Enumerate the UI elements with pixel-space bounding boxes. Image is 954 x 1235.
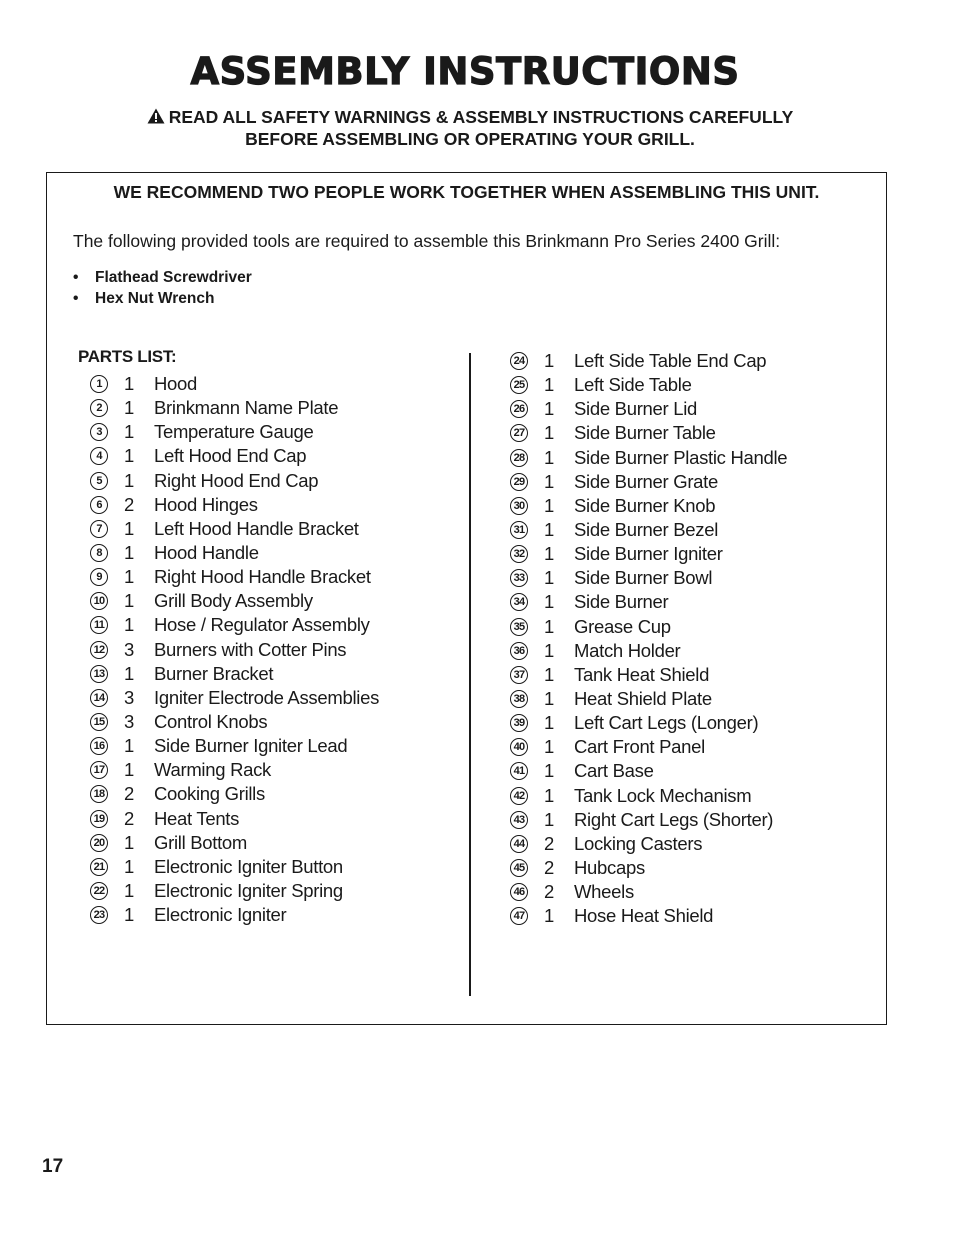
part-quantity: 2: [124, 807, 134, 829]
part-quantity: 1: [124, 397, 134, 419]
part-number-badge: 1: [90, 375, 108, 393]
parts-list-item: [510, 687, 787, 711]
part-quantity: 1: [124, 542, 134, 564]
part-quantity: 2: [544, 832, 554, 854]
part-name: Hose Heat Shield: [574, 905, 714, 927]
parts-list-item: [90, 372, 379, 396]
part-name: Heat Tents: [154, 807, 240, 829]
part-name: Igniter Electrode Assemblies: [154, 686, 380, 708]
parts-list-item: [510, 542, 787, 566]
part-number-badge: 15: [90, 713, 108, 731]
parts-list-item: [90, 710, 379, 734]
parts-list-item: [90, 734, 379, 758]
part-quantity: 1: [124, 735, 134, 757]
part-name: Electronic Igniter Button: [154, 855, 343, 877]
tools-list: [73, 267, 252, 309]
part-number-badge: 9: [90, 568, 108, 586]
part-name: Right Hood Handle Bracket: [154, 566, 371, 588]
part-name: Side Burner Lid: [574, 398, 698, 420]
part-name: Left Side Table: [574, 374, 692, 396]
part-number-badge: 20: [90, 834, 108, 852]
part-quantity: 1: [124, 831, 134, 853]
part-name: Cooking Grills: [154, 783, 265, 805]
parts-list-item: [510, 373, 787, 397]
part-number-badge: 17: [90, 761, 108, 779]
parts-list-item: [90, 638, 379, 662]
part-number-badge: 33: [510, 569, 528, 587]
parts-list-item: [90, 613, 379, 637]
parts-list-item: [510, 832, 787, 856]
parts-list-item: [90, 782, 379, 806]
part-quantity: 1: [544, 567, 554, 589]
parts-list-item: [510, 566, 787, 590]
part-quantity: 1: [124, 855, 134, 877]
part-name: Grill Body Assembly: [154, 590, 313, 612]
part-quantity: 1: [544, 784, 554, 806]
warning-line-2: BEFORE ASSEMBLING OR OPERATING YOUR GRILL.: [245, 129, 695, 149]
parts-list-item: [510, 615, 787, 639]
parts-list-item: [90, 855, 379, 879]
part-quantity: 1: [124, 880, 134, 902]
part-number-badge: 37: [510, 666, 528, 684]
part-name: Hose / Regulator Assembly: [154, 614, 370, 636]
safety-warning: [0, 106, 940, 150]
warning-line-1: READ ALL SAFETY WARNINGS & ASSEMBLY INSTRUCTIONS CAREFULLY: [168, 107, 794, 127]
part-number-badge: 5: [90, 472, 108, 490]
part-name: Brinkmann Name Plate: [154, 397, 339, 419]
part-name: Locking Casters: [574, 832, 703, 854]
part-quantity: 1: [124, 421, 134, 443]
part-quantity: 1: [544, 446, 554, 468]
part-name: Left Hood Handle Bracket: [154, 517, 359, 539]
parts-list-item: [510, 349, 787, 373]
part-name: Match Holder: [574, 639, 681, 661]
parts-list-item: [90, 420, 379, 444]
parts-list-item: [90, 879, 379, 903]
parts-list-item: [510, 518, 787, 542]
part-quantity: 1: [544, 712, 554, 734]
part-quantity: 1: [544, 543, 554, 565]
part-name: Side Burner: [574, 591, 669, 613]
part-name: Hood: [154, 373, 198, 395]
part-number-badge: 32: [510, 545, 528, 563]
part-number-badge: 19: [90, 810, 108, 828]
parts-list-item: [510, 808, 787, 832]
parts-list-item: [90, 565, 379, 589]
parts-list-item: [510, 421, 787, 445]
part-quantity: 1: [544, 519, 554, 541]
part-name: Side Burner Knob: [574, 494, 716, 516]
part-number-badge: 13: [90, 665, 108, 683]
part-quantity: 1: [124, 662, 134, 684]
tool-item: • Flathead Screwdriver: [73, 269, 252, 286]
part-number-badge: 22: [90, 882, 108, 900]
parts-list-item: [510, 397, 787, 421]
part-number-badge: 41: [510, 762, 528, 780]
part-number-badge: 29: [510, 473, 528, 491]
parts-list-item: [510, 639, 787, 663]
part-number-badge: 16: [90, 737, 108, 755]
parts-list-item: [510, 446, 787, 470]
part-number-badge: 26: [510, 400, 528, 418]
recommendation-text: WE RECOMMEND TWO PEOPLE WORK TOGETHER WHEN ASSEMBLING THIS UNIT.: [113, 182, 820, 202]
part-number-badge: 46: [510, 883, 528, 901]
part-quantity: 1: [544, 374, 554, 396]
part-quantity: 1: [124, 759, 134, 781]
part-quantity: 1: [544, 760, 554, 782]
part-name: Temperature Gauge: [154, 421, 314, 443]
part-quantity: 1: [544, 688, 554, 710]
part-quantity: 2: [124, 783, 134, 805]
part-quantity: 1: [544, 494, 554, 516]
part-name: Left Cart Legs (Longer): [574, 712, 759, 734]
part-number-badge: 2: [90, 399, 108, 417]
part-number-badge: 43: [510, 811, 528, 829]
part-number-badge: 18: [90, 785, 108, 803]
part-quantity: 3: [124, 711, 134, 733]
part-quantity: 3: [124, 686, 134, 708]
part-name: Wheels: [574, 881, 634, 903]
part-number-badge: 47: [510, 907, 528, 925]
part-quantity: 1: [544, 398, 554, 420]
part-number-badge: 34: [510, 593, 528, 611]
part-name: Grill Bottom: [154, 831, 248, 853]
part-name: Tank Heat Shield: [574, 663, 710, 685]
parts-list-item: [510, 470, 787, 494]
part-quantity: 1: [544, 615, 554, 637]
parts-list-item: [90, 903, 379, 927]
parts-list-item: [90, 396, 379, 420]
part-quantity: 3: [124, 638, 134, 660]
part-name: Right Cart Legs (Shorter): [574, 808, 774, 830]
part-name: Hubcaps: [574, 857, 645, 879]
part-name: Side Burner Igniter: [574, 543, 723, 565]
part-name: Left Hood End Cap: [154, 445, 307, 467]
part-quantity: 1: [124, 445, 134, 467]
parts-list-item: [510, 880, 787, 904]
part-quantity: 1: [544, 808, 554, 830]
part-name: Control Knobs: [154, 711, 268, 733]
part-name: Side Burner Igniter Lead: [154, 735, 348, 757]
parts-list-item: [90, 517, 379, 541]
part-quantity: 1: [124, 566, 134, 588]
part-number-badge: 6: [90, 496, 108, 514]
parts-list-item: [510, 759, 787, 783]
part-quantity: 2: [124, 493, 134, 515]
part-name: Cart Base: [574, 760, 654, 782]
parts-list-item: [90, 541, 379, 565]
part-number-badge: 4: [90, 447, 108, 465]
column-divider: [469, 353, 471, 996]
part-number-badge: 38: [510, 690, 528, 708]
part-quantity: 2: [544, 881, 554, 903]
tool-item: • Hex Nut Wrench: [73, 290, 215, 307]
page-number: 17: [42, 1156, 64, 1177]
part-name: Side Burner Bowl: [574, 567, 713, 589]
parts-list-right: [510, 349, 787, 928]
part-name: Hood Hinges: [154, 493, 258, 515]
parts-list-item: [90, 444, 379, 468]
parts-list-item: [510, 856, 787, 880]
part-number-badge: 27: [510, 424, 528, 442]
part-number-badge: 7: [90, 520, 108, 538]
part-name: Side Burner Table: [574, 422, 716, 444]
parts-list-item: [90, 662, 379, 686]
part-quantity: 1: [124, 373, 134, 395]
part-number-badge: 14: [90, 689, 108, 707]
part-number-badge: 12: [90, 641, 108, 659]
part-name: Grease Cup: [574, 615, 671, 637]
parts-list-left: [90, 372, 379, 927]
parts-list-item: [510, 735, 787, 759]
part-quantity: 1: [124, 469, 134, 491]
parts-list-item: [90, 493, 379, 517]
part-quantity: 2: [544, 857, 554, 879]
parts-list-item: [510, 663, 787, 687]
part-number-badge: 21: [90, 858, 108, 876]
part-number-badge: 3: [90, 423, 108, 441]
part-quantity: 1: [544, 350, 554, 372]
parts-box: [46, 172, 887, 1025]
part-name: Side Burner Plastic Handle: [574, 446, 788, 468]
part-number-badge: 25: [510, 376, 528, 394]
part-number-badge: 39: [510, 714, 528, 732]
part-quantity: 1: [544, 905, 554, 927]
tools-intro: The following provided tools are required to assemble this Brinkmann Pro Series 2400 Grill:: [73, 231, 781, 251]
part-number-badge: 8: [90, 544, 108, 562]
part-number-badge: 24: [510, 352, 528, 370]
part-number-badge: 35: [510, 618, 528, 636]
part-number-badge: 44: [510, 835, 528, 853]
parts-list-item: [90, 831, 379, 855]
parts-list-item: [90, 469, 379, 493]
part-quantity: 1: [544, 663, 554, 685]
part-name: Right Hood End Cap: [154, 469, 319, 491]
part-number-badge: 23: [90, 906, 108, 924]
parts-list-item: [510, 494, 787, 518]
part-name: Burners with Cotter Pins: [154, 638, 347, 660]
part-quantity: 1: [544, 639, 554, 661]
part-number-badge: 28: [510, 449, 528, 467]
part-quantity: 1: [544, 470, 554, 492]
part-name: Hood Handle: [154, 542, 259, 564]
part-quantity: 1: [544, 422, 554, 444]
parts-list-heading: PARTS LIST:: [78, 347, 177, 366]
part-name: Electronic Igniter Spring: [154, 880, 343, 902]
part-name: Tank Lock Mechanism: [574, 784, 752, 806]
part-quantity: 1: [124, 904, 134, 926]
parts-list-item: [510, 590, 787, 614]
part-number-badge: 40: [510, 738, 528, 756]
part-name: Electronic Igniter: [154, 904, 287, 926]
part-number-badge: 30: [510, 497, 528, 515]
parts-list-item: [90, 589, 379, 613]
part-name: Burner Bracket: [154, 662, 274, 684]
part-number-badge: 31: [510, 521, 528, 539]
part-number-badge: 45: [510, 859, 528, 877]
part-number-badge: 36: [510, 642, 528, 660]
parts-list-item: [90, 807, 379, 831]
part-quantity: 1: [544, 736, 554, 758]
part-number-badge: 11: [90, 616, 108, 634]
parts-list-item: [510, 904, 787, 928]
part-number-badge: 10: [90, 592, 108, 610]
part-number-badge: 42: [510, 787, 528, 805]
part-name: Cart Front Panel: [574, 736, 705, 758]
part-name: Left Side Table End Cap: [574, 350, 767, 372]
part-quantity: 1: [124, 517, 134, 539]
parts-list-item: [510, 784, 787, 808]
part-quantity: 1: [544, 591, 554, 613]
part-quantity: 1: [124, 614, 134, 636]
part-name: Side Burner Bezel: [574, 519, 719, 541]
parts-list-item: [510, 711, 787, 735]
parts-list-item: [90, 758, 379, 782]
warning-triangle-icon: [147, 108, 165, 124]
page-title: ASSEMBLY INSTRUCTIONS: [190, 50, 740, 93]
part-name: Heat Shield Plate: [574, 688, 712, 710]
part-name: Warming Rack: [154, 759, 272, 781]
part-quantity: 1: [124, 590, 134, 612]
parts-list-item: [90, 686, 379, 710]
part-name: Side Burner Grate: [574, 470, 719, 492]
